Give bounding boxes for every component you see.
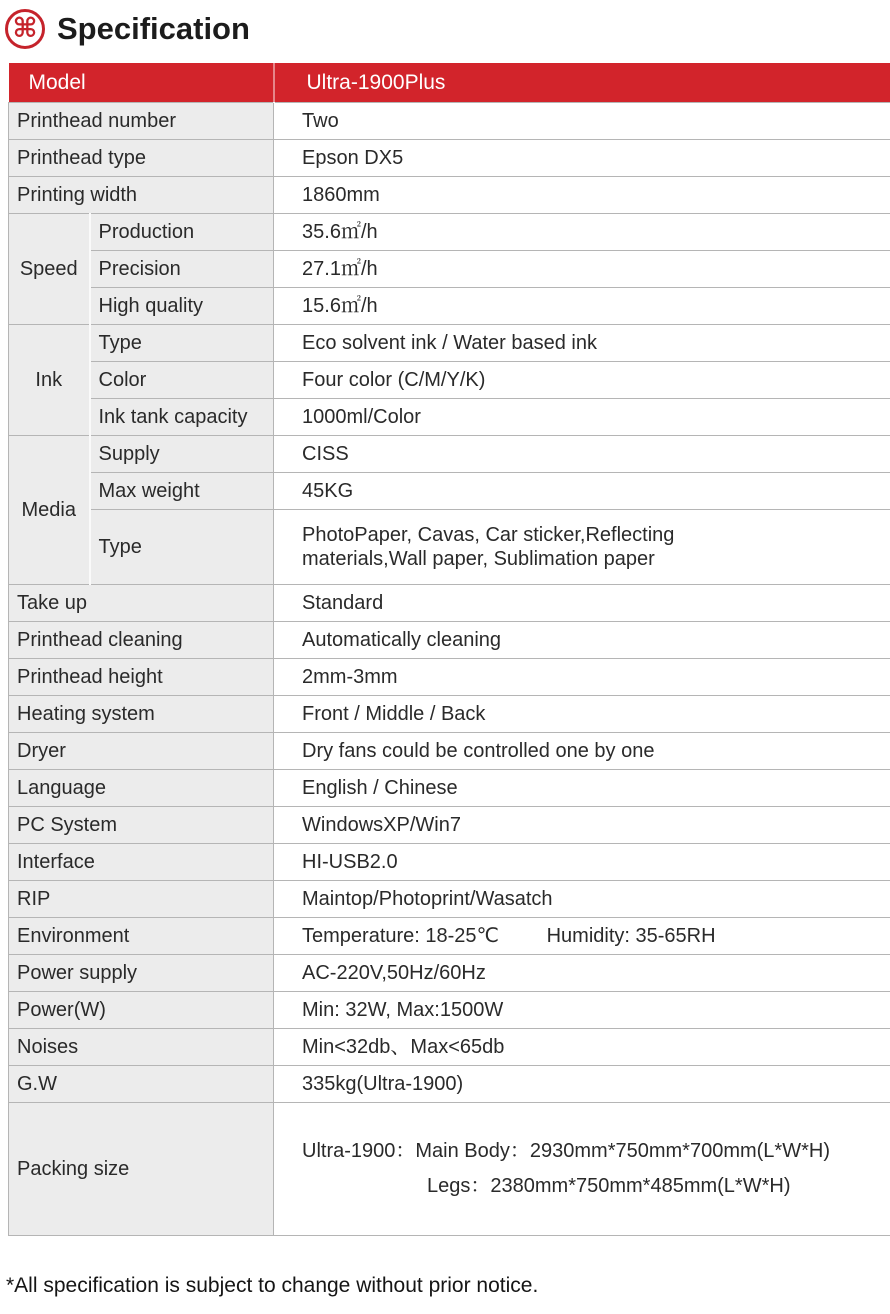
table-row	[9, 324, 890, 361]
table-row	[9, 584, 890, 621]
table-row	[9, 509, 890, 584]
row-sublabel: Precision	[90, 250, 274, 287]
row-label: Power(W)	[9, 991, 274, 1028]
row-value: HI-USB2.0	[274, 843, 890, 880]
row-sublabel: Type	[90, 324, 274, 361]
table-row	[9, 287, 890, 324]
table-row	[9, 176, 890, 213]
row-value	[274, 509, 890, 584]
table-row	[9, 769, 890, 806]
row-label: Language	[9, 769, 274, 806]
environment-temperature: Temperature: 18-25℃	[302, 924, 500, 947]
row-value: 1860mm	[274, 176, 890, 213]
table-row	[9, 361, 890, 398]
group-label-speed: Speed	[9, 213, 90, 324]
table-row	[9, 658, 890, 695]
packing-size-line-1: Ultra-1900：Main Body：2930mm*750mm*700mm(L*W*H)	[302, 1139, 830, 1162]
row-value: 35.6㎡/h	[274, 213, 890, 250]
row-value: 15.6㎡/h	[274, 287, 890, 324]
row-value: Automatically cleaning	[274, 621, 890, 658]
row-sublabel: Max weight	[90, 472, 274, 509]
table-row	[9, 398, 890, 435]
row-value: 1000ml/Color	[274, 398, 890, 435]
group-label-ink: Ink	[9, 324, 90, 435]
row-label: Printhead type	[9, 139, 274, 176]
row-label: Heating system	[9, 695, 274, 732]
table-header-row	[9, 63, 890, 102]
row-sublabel: Type	[90, 509, 274, 584]
row-value: Standard	[274, 584, 890, 621]
row-value	[274, 1102, 890, 1235]
table-row	[9, 917, 890, 954]
table-row	[9, 954, 890, 991]
page-header	[0, 0, 890, 53]
row-label: Take up	[9, 584, 274, 621]
row-value: AC-220V,50Hz/60Hz	[274, 954, 890, 991]
row-value: Maintop/Photoprint/Wasatch	[274, 880, 890, 917]
row-value: Epson DX5	[274, 139, 890, 176]
table-row	[9, 1102, 890, 1235]
row-value: 45KG	[274, 472, 890, 509]
table-row	[9, 102, 890, 139]
row-value: CISS	[274, 435, 890, 472]
table-row	[9, 991, 890, 1028]
row-sublabel: Production	[90, 213, 274, 250]
row-label: RIP	[9, 880, 274, 917]
row-label: Printhead number	[9, 102, 274, 139]
row-value: 27.1㎡/h	[274, 250, 890, 287]
row-value: Dry fans could be controlled one by one	[274, 732, 890, 769]
row-value	[274, 917, 890, 954]
row-value: Min: 32W, Max:1500W	[274, 991, 890, 1028]
row-value: Eco solvent ink / Water based ink	[274, 324, 890, 361]
table-row	[9, 880, 890, 917]
row-label: Printing width	[9, 176, 274, 213]
row-sublabel: High quality	[90, 287, 274, 324]
environment-humidity: Humidity: 35-65RH	[546, 924, 716, 947]
row-label: Printhead cleaning	[9, 621, 274, 658]
table-row	[9, 695, 890, 732]
row-value: 2mm-3mm	[274, 658, 890, 695]
row-label: Interface	[9, 843, 274, 880]
group-label-media: Media	[9, 435, 90, 584]
row-value: Four color (C/M/Y/K)	[274, 361, 890, 398]
row-sublabel: Supply	[90, 435, 274, 472]
table-row	[9, 250, 890, 287]
row-label: PC System	[9, 806, 274, 843]
media-type-line-1: PhotoPaper, Cavas, Car sticker,Reflecting	[302, 523, 675, 546]
row-value: Min<32db、Max<65db	[274, 1028, 890, 1065]
model-header-value: Ultra-1900Plus	[274, 63, 890, 102]
row-label: Packing size	[9, 1102, 274, 1235]
model-header-label: Model	[9, 63, 274, 102]
spec-table	[8, 63, 890, 1236]
table-row	[9, 621, 890, 658]
row-label: Dryer	[9, 732, 274, 769]
table-row	[9, 435, 890, 472]
row-value: 335kg(Ultra-1900)	[274, 1065, 890, 1102]
row-label: Noises	[9, 1028, 274, 1065]
knot-icon: ⌘	[12, 12, 38, 43]
table-row	[9, 732, 890, 769]
media-type-line-2: materials,Wall paper, Sublimation paper	[302, 547, 655, 570]
row-value: Two	[274, 102, 890, 139]
row-label: Power supply	[9, 954, 274, 991]
row-label: G.W	[9, 1065, 274, 1102]
table-row	[9, 139, 890, 176]
table-row	[9, 806, 890, 843]
table-row	[9, 472, 890, 509]
table-row	[9, 1065, 890, 1102]
row-sublabel: Ink tank capacity	[90, 398, 274, 435]
table-row	[9, 1028, 890, 1065]
page-title: Specification	[57, 11, 250, 46]
row-value: English / Chinese	[274, 769, 890, 806]
packing-size-line-2: Legs：2380mm*750mm*485mm(L*W*H)	[427, 1174, 791, 1197]
table-row	[9, 213, 890, 250]
brand-logo-icon	[5, 9, 45, 49]
row-value: WindowsXP/Win7	[274, 806, 890, 843]
table-row	[9, 843, 890, 880]
row-sublabel: Color	[90, 361, 274, 398]
row-value: Front / Middle / Back	[274, 695, 890, 732]
row-label: Environment	[9, 917, 274, 954]
row-label: Printhead height	[9, 658, 274, 695]
footnote: *All specification is subject to change without prior notice.	[6, 1273, 539, 1297]
